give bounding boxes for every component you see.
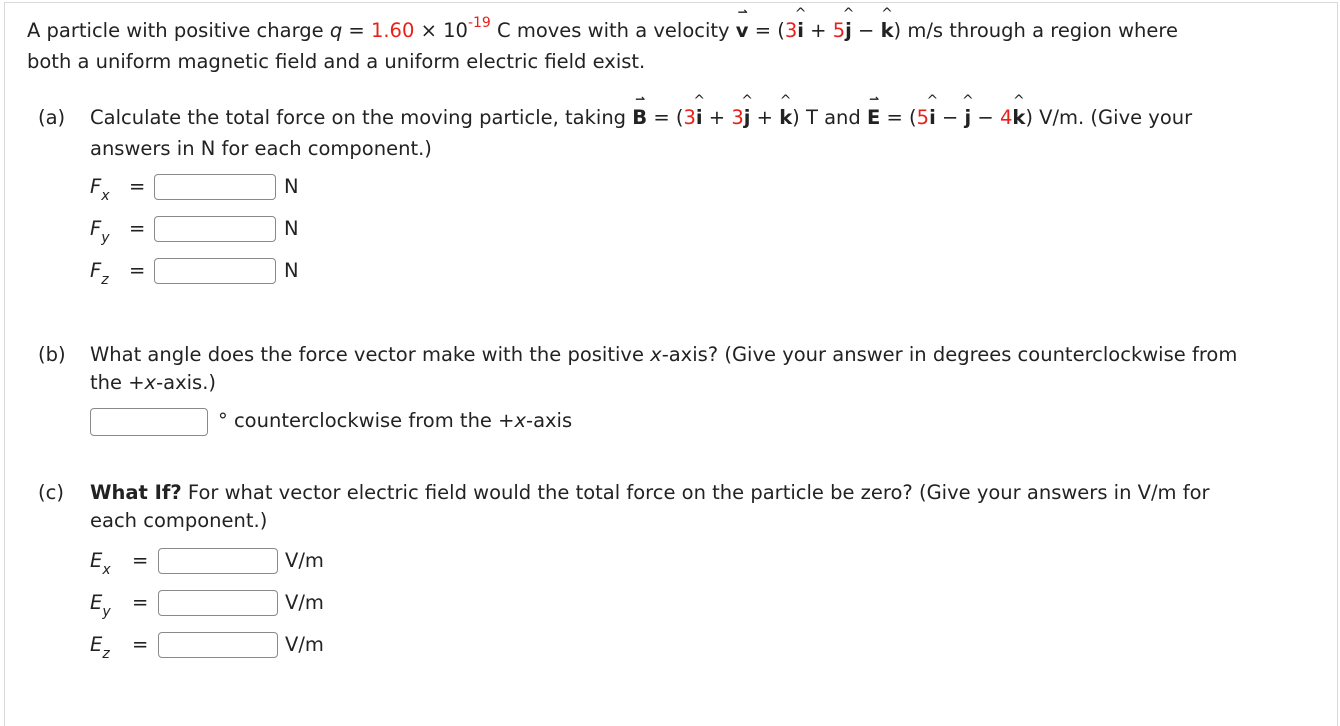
- ey-equals: =: [132, 591, 149, 614]
- intro-line-1: A particle with positive charge $q = 1.60 \times 10^{-19}$ C moves with a velocity ⇀ v = (3 ^ i + 5 ^ j − ^ k) m/s through a region where: [27, 5, 1178, 42]
- part-b-label: (b): [38, 343, 66, 366]
- ez-equals: =: [132, 633, 149, 656]
- ez-unit: V/m: [285, 633, 324, 656]
- part-c-question-line-1: What If? For what vector electric field would the total force on the particle be zero? (Give your answers in V/m for: [90, 481, 1210, 504]
- part-b-question-line-1: What angle does the force vector make with the positive x-axis? (Give your answer in degrees counterclockwise from: [90, 343, 1238, 366]
- fx-equals: =: [129, 175, 146, 198]
- part-a-question-line-1: Calculate the total force on the moving particle, taking ⇀ B = (3 ^ i + 3 ^ j + ^ k) T and ⇀ E = (5 ^ i − ^ j − 4 ^ k) V/m. (Give your: [90, 92, 1193, 129]
- ex-input[interactable]: [158, 548, 278, 574]
- fx-input[interactable]: [154, 174, 276, 200]
- fx-label: $F_x$: [90, 175, 110, 204]
- fy-unit: N: [284, 217, 299, 240]
- b-vector-symbol: ⇀ B: [632, 92, 648, 129]
- fz-equals: =: [129, 259, 146, 282]
- velocity-vector-symbol: ⇀ v: [735, 5, 749, 42]
- part-a-label: (a): [38, 106, 66, 129]
- part-c-question-line-2: each component.): [90, 509, 268, 532]
- angle-input[interactable]: [90, 408, 208, 436]
- ey-input[interactable]: [158, 590, 278, 616]
- intro-line-2: both a uniform magnetic field and a uniform electric field exist.: [27, 50, 646, 73]
- part-a-question-line-2: answers in N for each component.): [90, 137, 432, 160]
- ey-label: $E_y$: [90, 591, 111, 620]
- ex-label: $E_x$: [90, 549, 111, 578]
- part-b-question-line-2: the +x-axis.): [90, 371, 217, 394]
- fx-unit: N: [284, 175, 299, 198]
- ey-unit: V/m: [285, 591, 324, 614]
- fz-input[interactable]: [154, 258, 276, 284]
- fy-equals: =: [129, 217, 146, 240]
- ex-unit: V/m: [285, 549, 324, 572]
- angle-unit: ° counterclockwise from the +x-axis: [218, 409, 573, 432]
- fy-label: $F_y$: [90, 217, 110, 246]
- e-vector-symbol: ⇀ E: [866, 92, 881, 129]
- fz-label: $F_z$: [90, 259, 109, 288]
- fz-unit: N: [284, 259, 299, 282]
- part-c-label: (c): [38, 481, 64, 504]
- ez-input[interactable]: [158, 632, 278, 658]
- ex-equals: =: [132, 549, 149, 572]
- fy-input[interactable]: [154, 216, 276, 242]
- ez-label: $E_z$: [90, 633, 110, 662]
